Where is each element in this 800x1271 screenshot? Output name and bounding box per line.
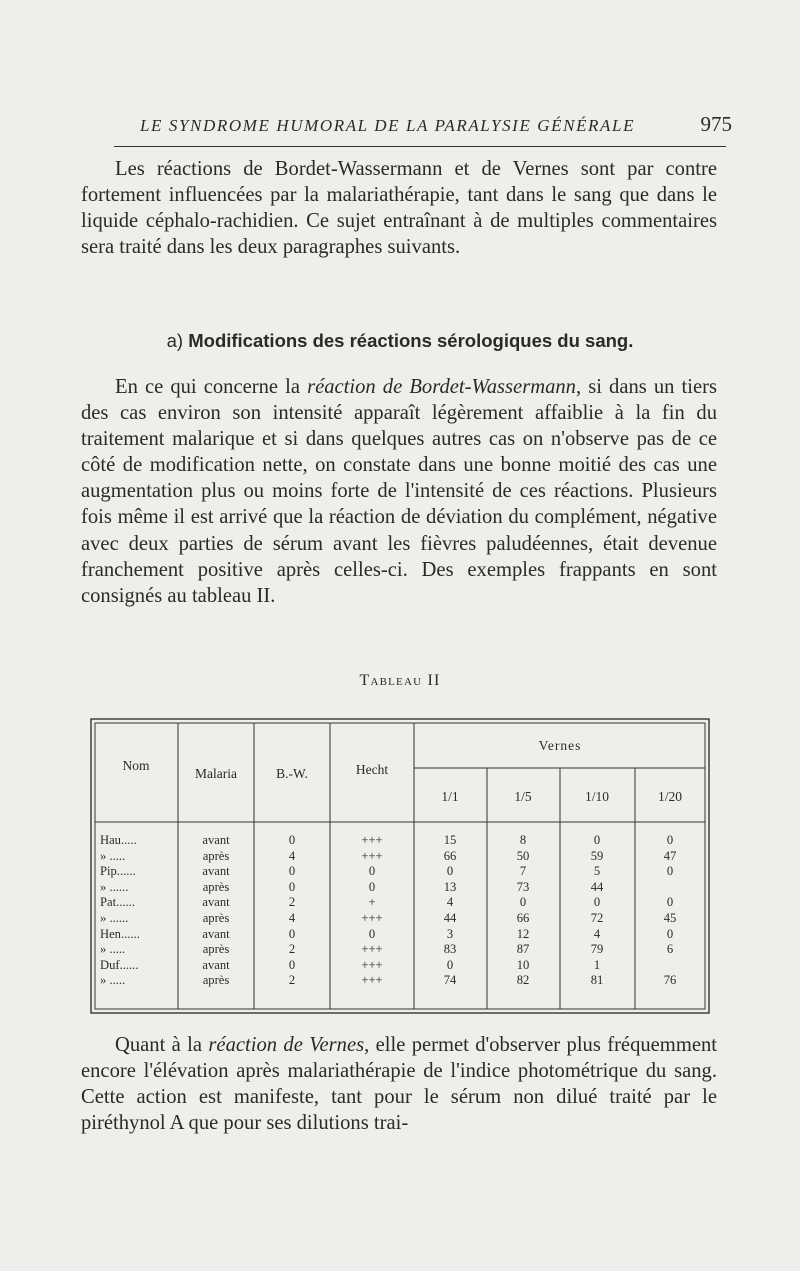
cell-nom: » ..... — [100, 848, 126, 863]
cell-v20: 45 — [663, 911, 677, 925]
cell-v10: 59 — [590, 848, 604, 863]
cell-v10: 5 — [593, 864, 601, 879]
cell-malaria: après — [202, 911, 230, 925]
header-dilution-1-5: 1/5 — [514, 789, 532, 804]
cell-v5: 66 — [516, 911, 530, 925]
cell-v20: 0 — [666, 864, 674, 879]
cell-v20: 6 — [666, 942, 674, 957]
section-heading — [0, 330, 800, 352]
cell-v5: 82 — [516, 973, 530, 988]
intro-paragraph-text: Les réactions de Bordet-Wassermann et de Vernes sont par contre fortement influencées par la malariathérapie, tant dans le sang que dans le liquide céphalo-rachidien. Ce sujet entraînant à de multiples commentaires sera traité dans les deux paragraphes suivants. — [81, 158, 717, 259]
header-dilution-1-20: 1/20 — [657, 789, 683, 804]
cell-v20: 0 — [666, 926, 674, 941]
cell-nom: » ...... — [100, 879, 129, 894]
cell-v1: 74 — [443, 973, 457, 988]
cell-v5: 50 — [516, 848, 530, 863]
cell-bw: 2 — [288, 942, 296, 957]
header-nom: Nom — [122, 758, 150, 773]
cell-nom: » ..... — [100, 973, 126, 988]
cell-v1: 83 — [443, 942, 457, 957]
cell-nom: Hen...... — [100, 926, 140, 941]
cell-bw: 0 — [288, 957, 296, 972]
cell-hecht: +++ — [361, 911, 383, 925]
header-dilution-1-1: 1/1 — [441, 789, 459, 804]
cell-v20: 76 — [663, 973, 677, 988]
header-vernes: Vernes — [538, 738, 582, 753]
paragraph-bordet-wassermann — [81, 374, 717, 609]
paragraph2-lead: En ce qui concerne la — [115, 376, 308, 398]
cell-bw: 4 — [288, 848, 296, 863]
cell-v5: 0 — [519, 895, 527, 910]
cell-v20: 47 — [663, 848, 677, 863]
cell-v20: 0 — [666, 833, 674, 847]
cell-bw: 0 — [288, 926, 296, 941]
cell-v10: 81 — [590, 973, 604, 988]
cell-hecht: 0 — [368, 864, 376, 879]
running-head-title: LE SYNDROME HUMORAL DE LA PARALYSIE GÉNÉRALE — [140, 116, 636, 135]
header-malaria: Malaria — [195, 766, 237, 781]
cell-v10: 1 — [593, 957, 601, 972]
header-dilution-1-10: 1/10 — [584, 789, 610, 804]
cell-v10: 44 — [590, 879, 604, 894]
cell-v1: 0 — [446, 864, 454, 879]
cell-malaria: avant — [202, 833, 230, 847]
cell-malaria: après — [202, 973, 230, 988]
page-number: 975 — [700, 112, 732, 136]
cell-hecht: +++ — [361, 957, 383, 972]
cell-v10: 0 — [593, 895, 601, 910]
cell-bw: 0 — [288, 864, 296, 879]
cell-v1: 0 — [446, 957, 454, 972]
cell-v1: 3 — [446, 926, 454, 941]
cell-bw: 0 — [288, 833, 296, 847]
cell-bw: 4 — [288, 911, 296, 925]
cell-nom: Duf...... — [100, 957, 139, 972]
cell-hecht: +++ — [361, 973, 383, 988]
cell-v5: 8 — [519, 833, 527, 847]
cell-v1: 4 — [446, 895, 454, 910]
cell-hecht: 0 — [368, 879, 376, 894]
cell-nom: Pat...... — [100, 895, 135, 910]
paragraph2-rest: , si dans un tiers des cas environ son intensité apparaît légèrement affaiblie à la fin du traitement malarique et si dans quelques autres cas on n'observe pas de ce côté de modification nette, on constate dans une bonne moitié des cas une augmentation plus ou moins forte de l'intensité de ces réactions. Plusieurs fois même il est arrivé que la réaction de déviation du complément, négative avec deux parties de sérum avant les fièvres paludéennes, était devenue franchement positive après celles-ci. Des exemples frappants en sont consignés au tableau II. — [81, 376, 717, 607]
cell-hecht: +++ — [361, 848, 383, 863]
cell-malaria: avant — [202, 957, 230, 972]
paragraph2-term: réaction de Bordet-Wassermann — [307, 376, 576, 398]
cell-v5: 10 — [516, 957, 530, 972]
cell-v1: 15 — [443, 833, 457, 847]
cell-v5: 73 — [516, 879, 530, 894]
header-hecht: Hecht — [355, 762, 389, 777]
cell-v5: 12 — [516, 926, 530, 941]
paragraph3-term: réaction de Vernes — [208, 1034, 365, 1056]
cell-bw: 2 — [288, 973, 296, 988]
running-head — [112, 110, 732, 140]
paragraph3-rest: , elle permet d'observer plus fréquemment encore l'élévation après malariathérapie de l'indice photométrique du sang. Cette action est manifeste, tant pour le sérum non dilué traité par le piréthynol A que pour ses dilutions trai- — [81, 1034, 717, 1135]
cell-v10: 79 — [590, 942, 604, 957]
cell-hecht: + — [368, 895, 376, 910]
cell-malaria: après — [202, 879, 230, 894]
cell-v10: 0 — [593, 833, 601, 847]
cell-v1: 44 — [443, 911, 457, 925]
header-rule — [114, 146, 726, 147]
paragraph3-lead: Quant à la — [115, 1034, 209, 1056]
cell-nom: » ...... — [100, 911, 129, 925]
cell-malaria: avant — [202, 864, 230, 879]
cell-malaria: après — [202, 942, 230, 957]
table-rules — [90, 718, 710, 1014]
cell-nom: Hau..... — [100, 833, 137, 847]
table-caption: Tableau II — [359, 672, 441, 689]
cell-bw: 0 — [288, 879, 296, 894]
cell-hecht: 0 — [368, 926, 376, 941]
cell-nom: Pip...... — [100, 864, 136, 879]
cell-v1: 66 — [443, 848, 457, 863]
cell-v1: 13 — [443, 879, 457, 894]
cell-v10: 72 — [590, 911, 604, 925]
cell-malaria: avant — [202, 895, 230, 910]
cell-malaria: avant — [202, 926, 230, 941]
cell-v20: 0 — [666, 895, 674, 910]
cell-hecht: +++ — [361, 833, 383, 847]
paragraph-vernes — [81, 1032, 717, 1136]
cell-malaria: après — [202, 848, 230, 863]
data-table — [90, 718, 710, 1014]
cell-nom: » ..... — [100, 942, 126, 957]
intro-paragraph — [81, 156, 717, 260]
cell-v10: 4 — [593, 926, 601, 941]
header-bw: B.-W. — [276, 766, 308, 781]
cell-hecht: +++ — [361, 942, 383, 957]
section-label: a) — [166, 330, 184, 351]
cell-v5: 87 — [516, 942, 530, 957]
cell-bw: 2 — [288, 895, 296, 910]
cell-v5: 7 — [519, 864, 527, 879]
section-title: Modifications des réactions sérologiques du sang. — [188, 330, 634, 351]
